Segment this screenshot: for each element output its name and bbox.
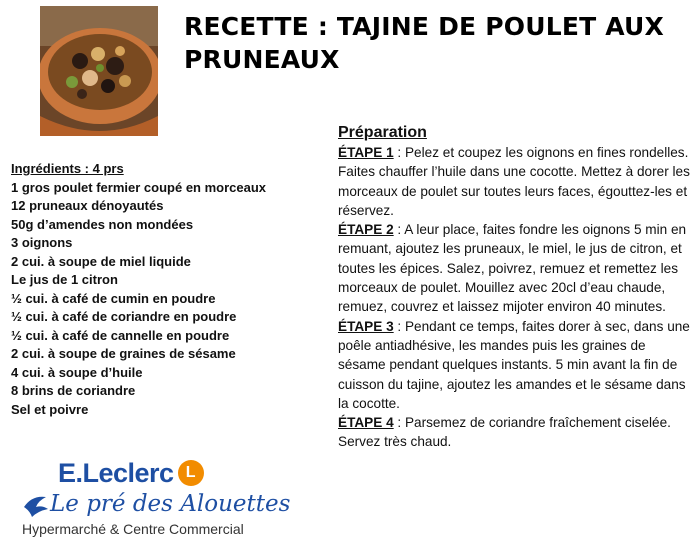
- preparation-section: [338, 123, 690, 452]
- step-text: : Parsemez de coriandre fraîchement ciselée. Servez très chaud.: [338, 415, 671, 450]
- recipe-title: RECETTE : TAJINE DE POULET AUX PRUNEAUX: [184, 12, 665, 74]
- step-label: ÉTAPE 3: [338, 318, 394, 334]
- ingredient-item: 4 cui. à soupe d’huile: [11, 364, 143, 380]
- step-text: : Pelez et coupez les oignons en fines rondelles. Faites chauffer l’huile dans une cocotte. Mettez à dorer les morceaux de poulet sur toutes leurs faces, égouttez-les et réservez.: [338, 145, 690, 218]
- preparation-heading: Préparation: [338, 124, 427, 141]
- ingredient-item: 2 cui. à soupe de graines de sésame: [11, 346, 236, 361]
- ingredients-section: [11, 160, 311, 419]
- step-paragraph: [338, 317, 690, 413]
- leclerc-brand-text: E.Leclerc: [58, 457, 174, 488]
- ingredient-item: 3 oignons: [11, 235, 73, 250]
- step-label: ÉTAPE 2: [338, 222, 394, 238]
- step-label: ÉTAPE 4: [338, 415, 394, 431]
- bird-icon: [22, 491, 50, 521]
- ingredient-item: 50g d’amendes non mondées: [11, 216, 194, 232]
- ingredient-item: 1 gros poulet fermier coupé en morceaux: [11, 179, 267, 195]
- ingredient-item: ½ cui. à café de cannelle en poudre: [11, 327, 230, 343]
- leclerc-logo: [58, 456, 204, 490]
- ingredient-item: Sel et poivre: [11, 401, 89, 417]
- step-text: : A leur place, faites fondre les oignons 5 min en remuant, ajoutez les pruneaux, le miel, le jus de citron, et toutes les épices. Salez, poivrez, remuez et remettez les morceaux de poulet. Mouillez avec 20cl d’eau chaude, remuez, couvrez et laissez mijoter environ 40 minutes.: [338, 222, 687, 315]
- ingredient-item: 12 pruneaux dénoyautés: [11, 198, 164, 213]
- tajine-photo: [40, 6, 158, 136]
- tajine-dish-photo-icon: [40, 6, 158, 136]
- step-text: : Pendant ce temps, faites dorer à sec, dans une poêle antiadhésive, les mandes puis les graines de sésame pendant quelques instants. 5 min avant la fin de cuisson du tajine, ajoutez les amandes et le sésame dans la cocotte.: [338, 318, 690, 411]
- ingredient-item: ½ cui. à café de cumin en poudre: [11, 290, 216, 306]
- store-tagline: Hypermarché & Centre Commercial: [22, 521, 244, 537]
- step-label: ÉTAPE 1: [338, 145, 394, 160]
- step-paragraph: [338, 143, 690, 220]
- ingredients-heading: Ingrédients : 4 prs: [11, 161, 124, 176]
- leclerc-badge-icon: [178, 460, 204, 486]
- ingredient-item: Le jus de 1 citron: [11, 272, 118, 287]
- store-logo: [22, 491, 291, 523]
- ingredient-item: 8 brins de coriandre: [11, 383, 136, 398]
- step-paragraph: [338, 220, 690, 316]
- step-paragraph: [338, 413, 690, 452]
- store-name: Le pré des Alouettes: [50, 491, 291, 517]
- badge-letter: L: [185, 464, 196, 481]
- ingredient-item: ½ cui. à café de coriandre en poudre: [11, 309, 237, 324]
- ingredients-list: [11, 179, 311, 420]
- ingredient-item: 2 cui. à soupe de miel liquide: [11, 253, 191, 269]
